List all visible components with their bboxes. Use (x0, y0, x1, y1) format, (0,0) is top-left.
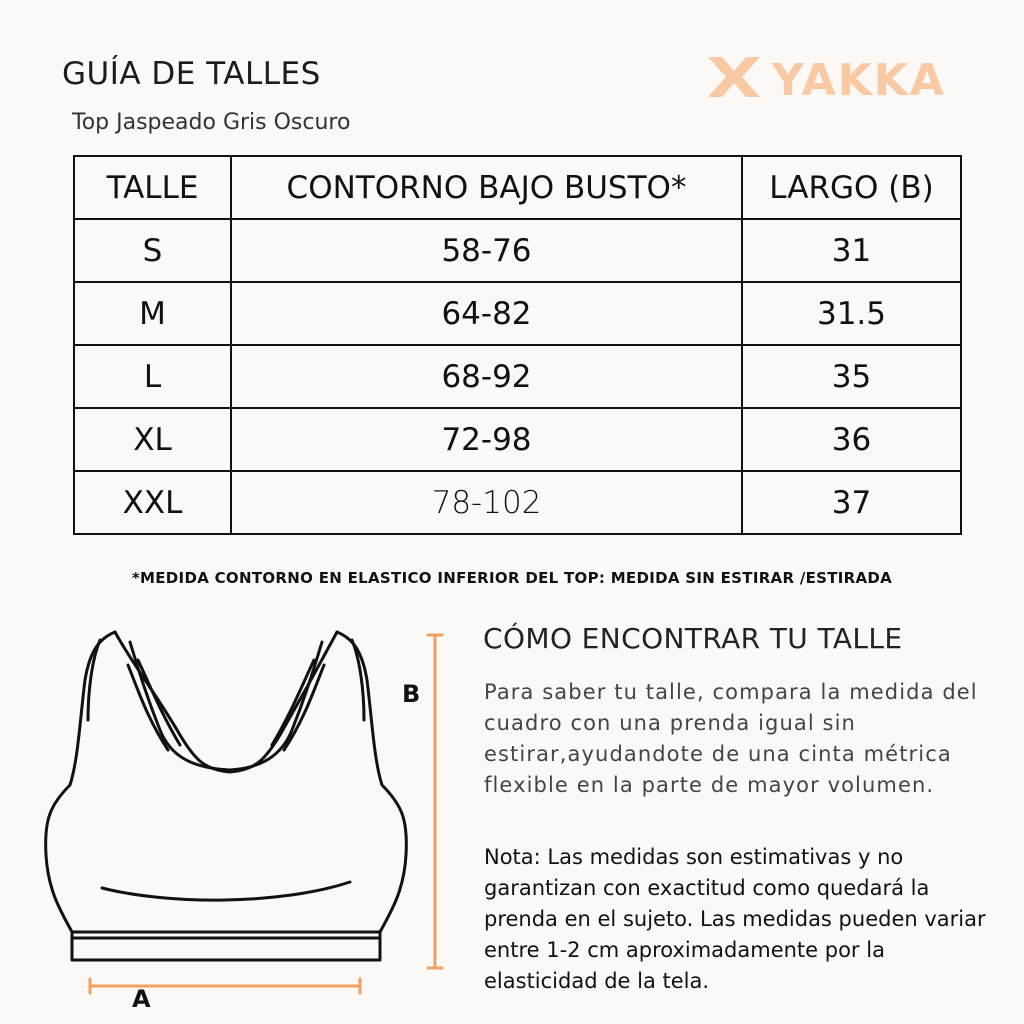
cell-contorno: 64-82 (231, 282, 742, 345)
table-row (74, 408, 961, 471)
cell-contorno: 68-92 (231, 345, 742, 408)
cell-contorno: 72-98 (231, 408, 742, 471)
measure-label-b: B (402, 680, 421, 708)
table-row (74, 471, 961, 534)
header-largo: LARGO (B) (742, 156, 961, 219)
footnote: *MEDIDA CONTORNO EN ELASTICO INFERIOR DEL TOP: MEDIDA SIN ESTIRAR /ESTIRADA (131, 569, 893, 587)
cell-largo: 31.5 (742, 282, 961, 345)
measure-label-a: A (132, 985, 151, 1013)
disclaimer-note: Nota: Las medidas son estimativas y no garantizan con exactitud como quedará la prenda en el sujeto. Las medidas pueden variar entre 1-2 cm aproximadamente por la elasticidad de la tela. (484, 845, 986, 993)
cell-size: L (74, 345, 231, 408)
table-row (74, 282, 961, 345)
cell-size: M (74, 282, 231, 345)
table-header-row (74, 156, 961, 219)
cell-size: XXL (74, 471, 231, 534)
product-subtitle: Top Jaspeado Gris Oscuro (72, 110, 351, 135)
table-row (74, 345, 961, 408)
cell-contorno: 58-76 (231, 219, 742, 282)
cell-size: XL (74, 408, 231, 471)
brand-name: YAKKA (772, 55, 946, 99)
size-table (73, 155, 962, 535)
cell-largo: 37 (742, 471, 961, 534)
how-to-text: Para saber tu talle, compara la medida del cuadro con una prenda igual sin estirar,ayudandote de una cinta métrica flexible en la parte de mayor volumen. (484, 680, 978, 797)
table-row (74, 219, 961, 282)
cell-contorno: 78-102 (231, 471, 742, 534)
cell-size: S (74, 219, 231, 282)
header-talle: TALLE (74, 156, 231, 219)
how-to-title: CÓMO ENCONTRAR TU TALLE (483, 622, 903, 655)
brand-logo (706, 55, 958, 99)
page-title: GUÍA DE TALLES (62, 56, 321, 92)
cell-largo: 31 (742, 219, 961, 282)
cell-largo: 36 (742, 408, 961, 471)
cell-largo: 35 (742, 345, 961, 408)
header-contorno: CONTORNO BAJO BUSTO* (231, 156, 742, 219)
